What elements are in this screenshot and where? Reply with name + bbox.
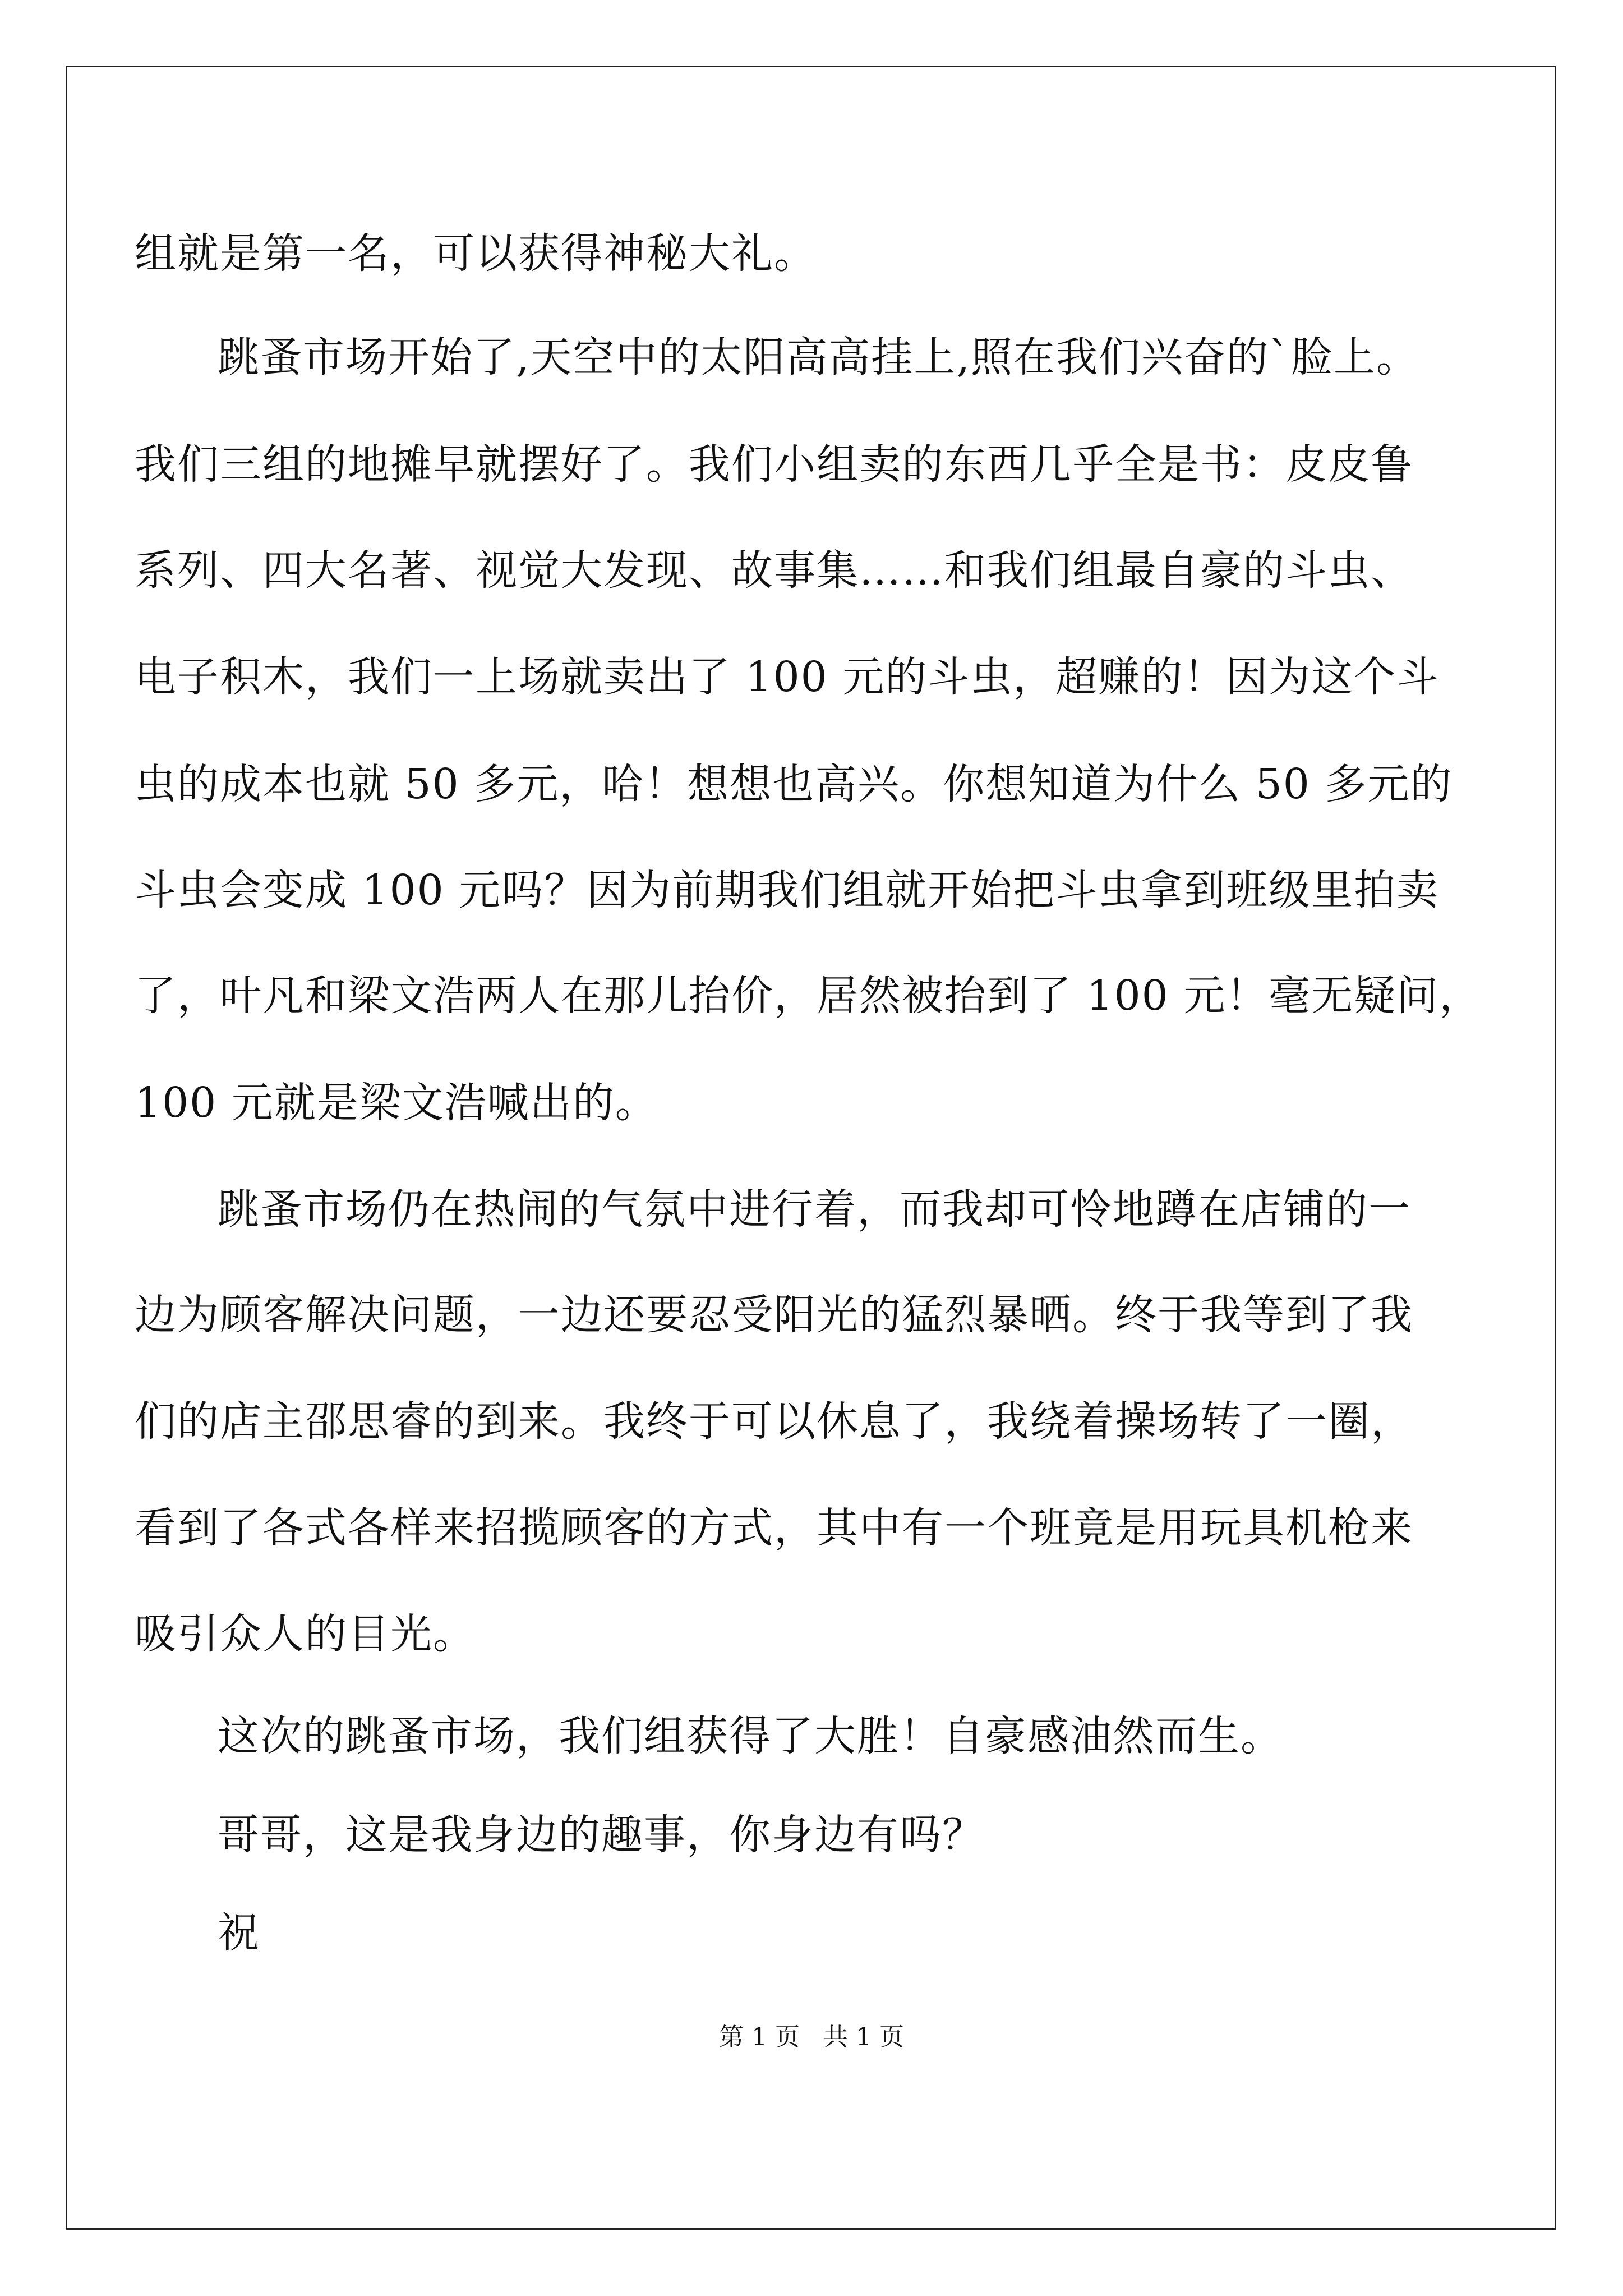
page-footer: 第 1 页 共 1 页 [719,2023,904,2051]
paragraph-line: 祝 [218,1909,260,1957]
text-line: 们的店主邵思睿的到来。我终于可以休息了，我绕着操场转了一圈， [135,1397,1413,1446]
text-line: 电子积木，我们一上场就卖出了 100 元的斗虫，超赚的！因为这个斗 [135,653,1440,701]
text-line: 组就是第一名，可以获得神秘大礼。 [135,229,817,278]
text-line: 我们三组的地摊早就摆好了。我们小组卖的东西几乎全是书：皮皮鲁 [135,440,1413,489]
text-line: 斗虫会变成 100 元吗？因为前期我们组就开始把斗虫拿到班级里拍卖 [135,866,1440,914]
text-line: 看到了各式各样来招揽顾客的方式，其中有一个班竟是用玩具机枪来 [135,1504,1413,1552]
paragraph-line: 这次的跳蚤市场，我们组获得了大胜！自豪感油然而生。 [218,1712,1283,1760]
text-line: 虫的成本也就 50 多元，哈！想想也高兴。你想知道为什么 50 多元的 [135,760,1453,808]
text-line: 吸引众人的目光。 [135,1610,476,1658]
page-border [66,66,1556,2230]
text-line: 系列、四大名著、视觉大发现、故事集……和我们组最自豪的斗虫、 [135,546,1413,595]
paragraph-line: 跳蚤市场仍在热闹的气氛中进行着，而我却可怜地蹲在店铺的一 [218,1185,1411,1234]
paragraph-line: 跳蚤市场开始了,天空中的太阳高高挂上,照在我们兴奋的`脸上。 [218,333,1419,381]
paragraph-line: 哥哥，这是我身边的趣事，你身边有吗？ [218,1811,985,1859]
text-line: 了，叶凡和梁文浩两人在那儿抬价，居然被抬到了 100 元！毫无疑问， [135,972,1482,1020]
text-line: 边为顾客解决问题，一边还要忍受阳光的猛烈暴晒。终于我等到了我 [135,1291,1413,1339]
text-line: 100 元就是梁文浩喊出的。 [135,1079,658,1127]
